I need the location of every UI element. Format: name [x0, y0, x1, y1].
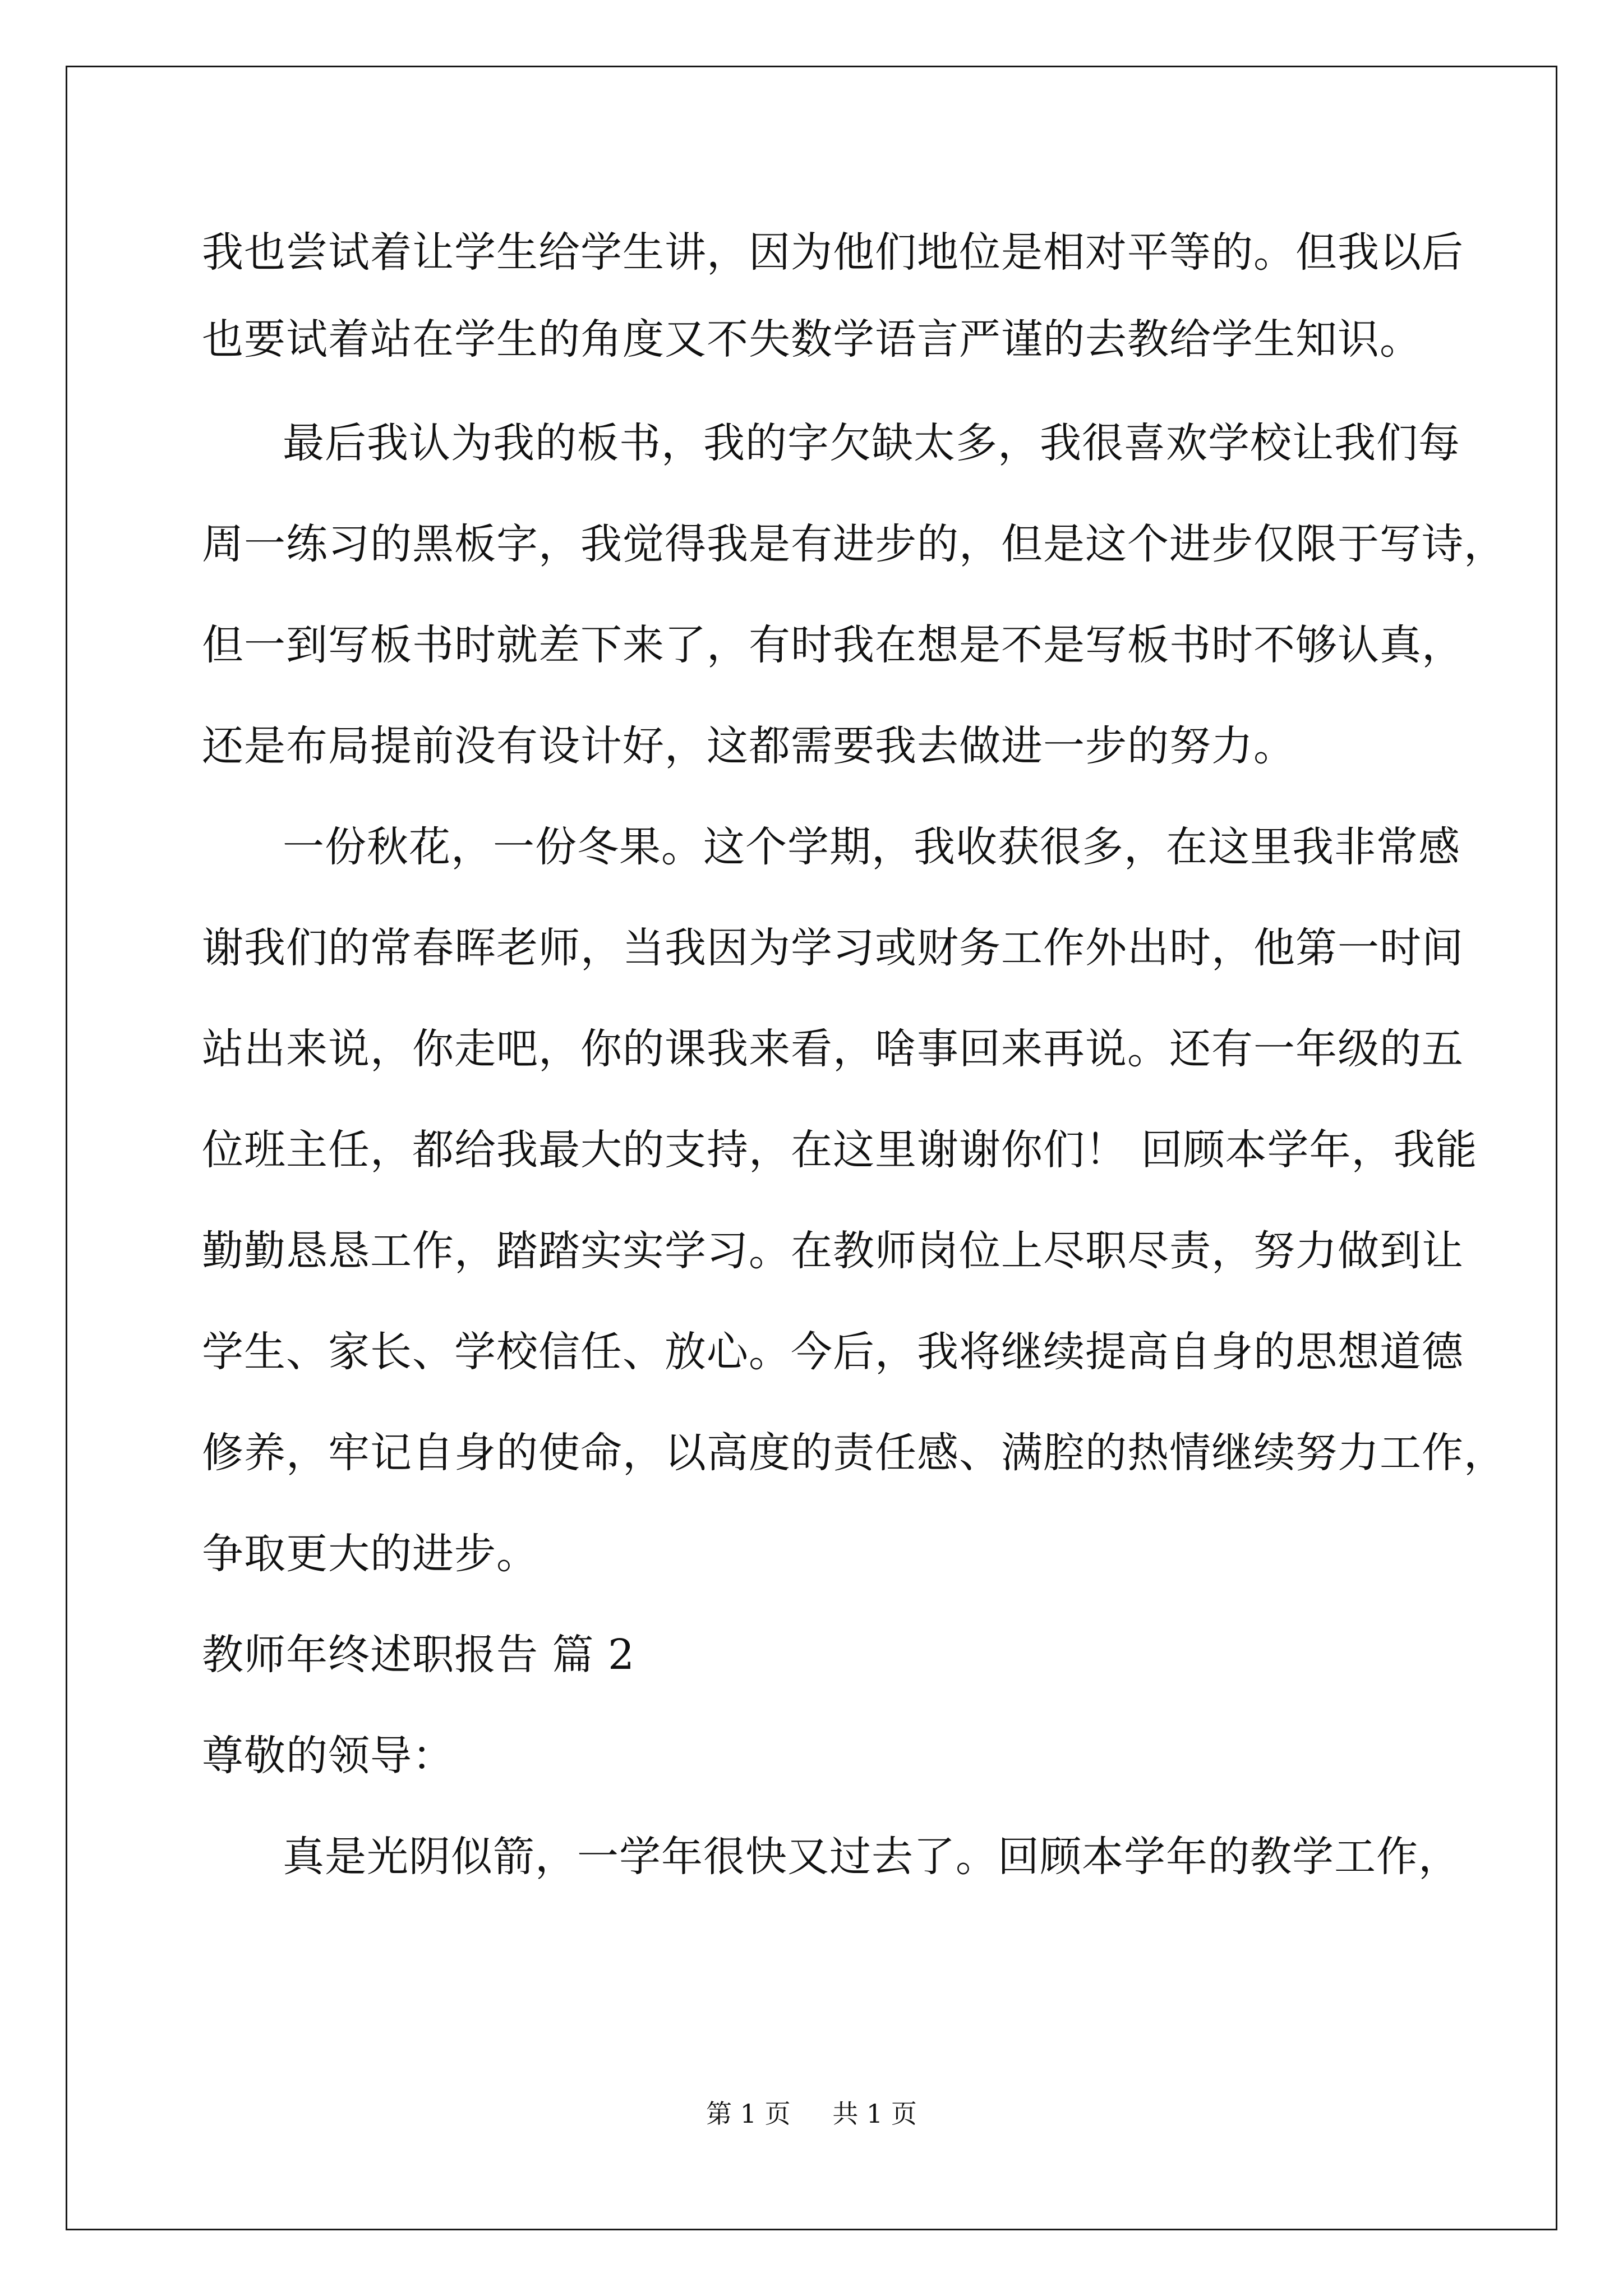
page-footer — [0, 2097, 1623, 2131]
body-line: 谢我们的常春晖老师，当我因为学习或财务工作外出时，他第一时间 — [202, 924, 1464, 972]
body-line: 勤勤恳恳工作，踏踏实实学习。在教师岗位上尽职尽责，努力做到让 — [202, 1227, 1464, 1275]
body-line: 修养，牢记自身的使命，以高度的责任感、满腔的热情继续努力工作， — [202, 1429, 1506, 1477]
salutation: 尊敬的领导： — [202, 1732, 454, 1780]
body-line: 但一到写板书时就差下来了，有时我在想是不是写板书时不够认真， — [202, 621, 1464, 669]
body-line: 争取更大的进步。 — [202, 1530, 538, 1578]
body-line: 学生、家长、学校信任、放心。今后，我将继续提高自身的思想道德 — [202, 1328, 1464, 1376]
paragraph-start-line: 一份秋花，一份冬果。这个学期，我收获很多，在这里我非常感 — [283, 823, 1460, 871]
paragraph-start-line: 最后我认为我的板书，我的字欠缺太多，我很喜欢学校让我们每 — [283, 419, 1460, 467]
page-total: 共 1 页 — [832, 2099, 917, 2129]
body-line: 位班主任，都给我最大的支持，在这里谢谢你们！ 回顾本学年，我能 — [202, 1126, 1478, 1174]
body-line: 周一练习的黑板字，我觉得我是有进步的，但是这个进步仅限于写诗， — [202, 520, 1506, 568]
body-line: 我也尝试着让学生给学生讲，因为他们地位是相对平等的。但我以后 — [202, 228, 1464, 277]
section-heading: 教师年终述职报告 篇 2 — [202, 1631, 635, 1679]
body-line: 也要试着站在学生的角度又不失数学语言严谨的去教给学生知识。 — [202, 315, 1422, 364]
page-number: 第 1 页 — [706, 2099, 791, 2129]
body-line: 站出来说，你走吧，你的课我来看，啥事回来再说。还有一年级的五 — [202, 1025, 1464, 1073]
paragraph-start-line: 真是光阴似箭，一学年很快又过去了。回顾本学年的教学工作， — [283, 1833, 1460, 1881]
body-line: 还是布局提前没有设计好，这都需要我去做进一步的努力。 — [202, 722, 1295, 770]
